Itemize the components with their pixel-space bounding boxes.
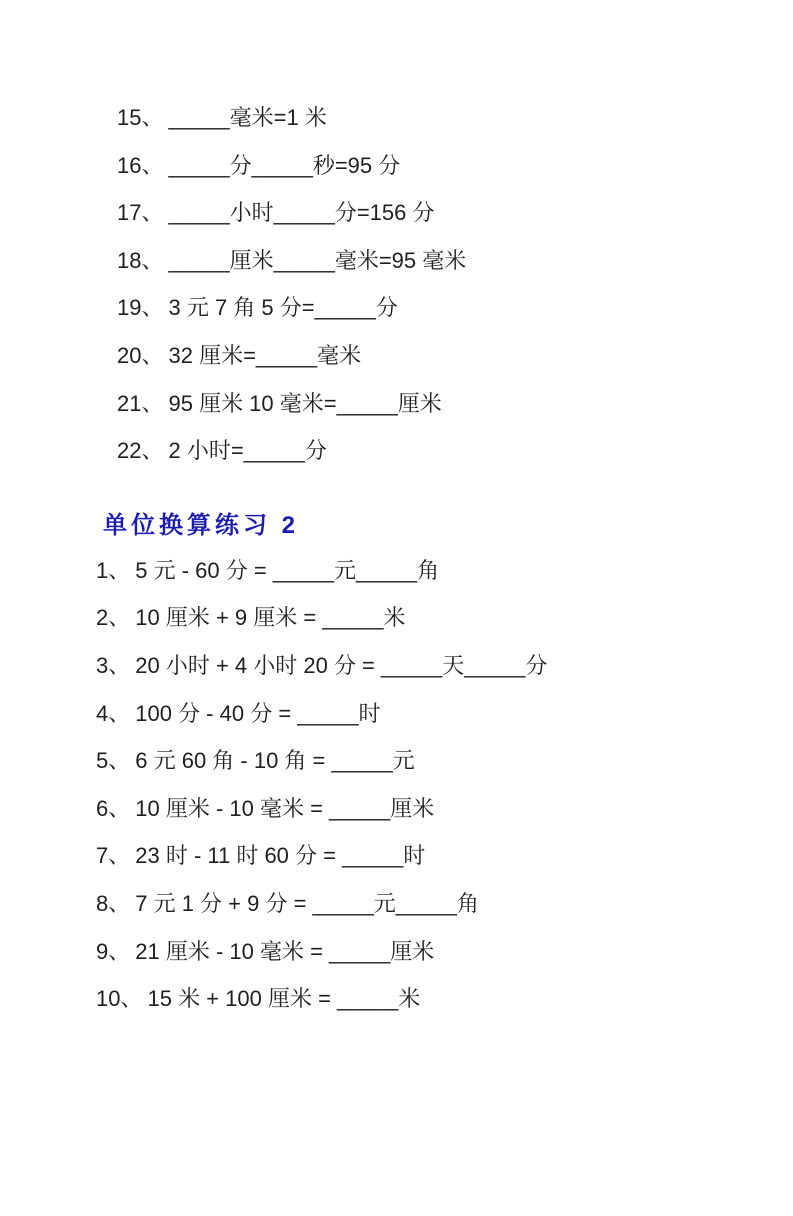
exercise-item xyxy=(96,594,793,642)
item-text: 2 小时=_____分 xyxy=(168,438,327,464)
exercise-item xyxy=(96,547,793,595)
item-text: 32 厘米=_____毫米 xyxy=(168,342,362,368)
exercise-item xyxy=(96,975,793,1023)
item-number: 10、 xyxy=(96,986,143,1012)
exercise-item xyxy=(96,737,793,785)
item-number: 19、 xyxy=(117,295,164,321)
exercise-item xyxy=(117,189,793,237)
item-number: 7、 xyxy=(96,843,131,869)
exercise-item xyxy=(117,284,793,332)
item-number: 18、 xyxy=(117,247,164,273)
item-number: 3、 xyxy=(96,652,131,678)
exercise-item xyxy=(117,332,793,380)
exercise-item xyxy=(96,642,793,690)
item-number: 21、 xyxy=(117,390,164,416)
item-text: 20 小时 + 4 小时 20 分 = _____天_____分 xyxy=(135,652,548,678)
exercise-item xyxy=(117,94,793,142)
item-text: 21 厘米 - 10 毫米 = _____厘米 xyxy=(135,938,435,964)
exercise-item xyxy=(117,427,793,475)
item-number: 6、 xyxy=(96,795,131,821)
item-text: 3 元 7 角 5 分=_____分 xyxy=(168,295,398,321)
exercise-item xyxy=(96,785,793,833)
item-text: 100 分 - 40 分 = _____时 xyxy=(135,700,381,726)
item-text: 7 元 1 分 + 9 分 = _____元_____角 xyxy=(135,890,479,916)
item-number: 9、 xyxy=(96,938,131,964)
item-text: 5 元 - 60 分 = _____元_____角 xyxy=(135,557,440,583)
exercise-item xyxy=(96,880,793,928)
exercise-item xyxy=(117,380,793,428)
item-number: 4、 xyxy=(96,700,131,726)
section-heading: 单位换算练习 2 xyxy=(103,511,300,539)
item-text: 23 时 - 11 时 60 分 = _____时 xyxy=(135,843,426,869)
item-text: _____分_____秒=95 分 xyxy=(168,152,401,178)
exercise-list-2 xyxy=(96,547,793,1023)
item-text: _____厘米_____毫米=95 毫米 xyxy=(168,247,467,273)
item-number: 2、 xyxy=(96,605,131,631)
exercise-item xyxy=(96,690,793,738)
exercise-item xyxy=(96,928,793,976)
exercise-list-1 xyxy=(117,94,793,475)
item-text: 15 米 + 100 厘米 = _____米 xyxy=(147,986,421,1012)
item-text: 10 厘米 - 10 毫米 = _____厘米 xyxy=(135,795,435,821)
exercise-item xyxy=(117,142,793,190)
item-text: 6 元 60 角 - 10 角 = _____元 xyxy=(135,748,415,774)
item-number: 16、 xyxy=(117,152,164,178)
item-text: _____毫米=1 米 xyxy=(168,105,327,130)
item-text: _____小时_____分=156 分 xyxy=(168,200,435,226)
item-text: 95 厘米 10 毫米=_____厘米 xyxy=(168,390,442,416)
item-number: 20、 xyxy=(117,342,164,368)
exercise-item xyxy=(96,832,793,880)
item-number: 8、 xyxy=(96,890,131,916)
item-number: 15、 xyxy=(117,105,164,130)
item-number: 17、 xyxy=(117,200,164,226)
worksheet-page xyxy=(0,94,793,1216)
item-number: 1、 xyxy=(96,557,131,583)
exercise-item xyxy=(117,237,793,285)
item-number: 22、 xyxy=(117,438,164,464)
item-number: 5、 xyxy=(96,748,131,774)
item-text: 10 厘米 + 9 厘米 = _____米 xyxy=(135,605,406,631)
